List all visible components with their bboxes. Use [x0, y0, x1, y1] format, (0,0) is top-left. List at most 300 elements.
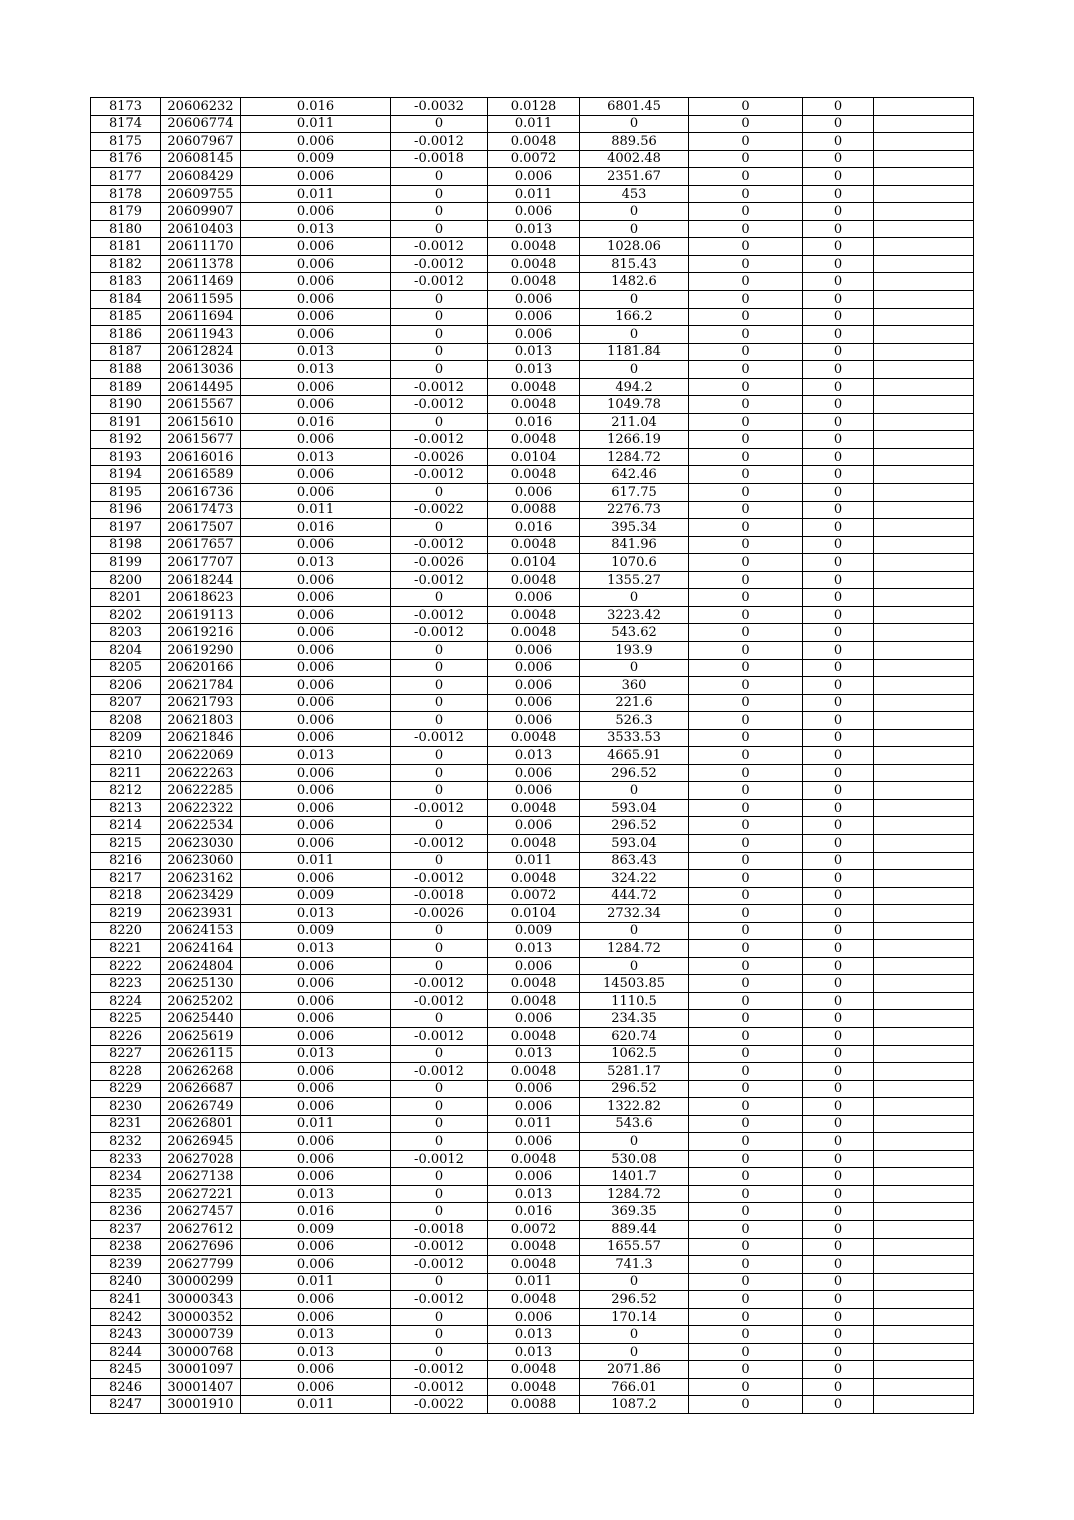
value-a-cell: 0.016 — [241, 98, 391, 116]
adjust-cell: -0.0012 — [391, 975, 488, 993]
zero-cell-2: 0 — [803, 501, 874, 519]
adjust-cell: 0 — [391, 1098, 488, 1116]
value-a-cell: 0.011 — [241, 115, 391, 133]
row-number-cell: 8193 — [91, 448, 161, 466]
zero-cell-2: 0 — [803, 255, 874, 273]
zero-cell-1: 0 — [689, 501, 803, 519]
value-b-cell: 0.0048 — [488, 238, 580, 256]
amount-cell: 360 — [580, 677, 689, 695]
adjust-cell: -0.0018 — [391, 150, 488, 168]
value-a-cell: 0.006 — [241, 1308, 391, 1326]
id-cell: 20623931 — [161, 905, 241, 923]
zero-cell-1: 0 — [689, 133, 803, 151]
amount-cell: 642.46 — [580, 466, 689, 484]
value-a-cell: 0.013 — [241, 1185, 391, 1203]
zero-cell-2: 0 — [803, 536, 874, 554]
row-number-cell: 8217 — [91, 870, 161, 888]
id-cell: 20620166 — [161, 659, 241, 677]
table-row — [91, 992, 974, 1010]
row-number-cell: 8185 — [91, 308, 161, 326]
amount-cell: 0 — [580, 1133, 689, 1151]
row-number-cell: 8192 — [91, 431, 161, 449]
id-cell: 20622322 — [161, 799, 241, 817]
id-cell: 20618623 — [161, 589, 241, 607]
row-number-cell: 8223 — [91, 975, 161, 993]
id-cell: 20623429 — [161, 887, 241, 905]
row-number-cell: 8229 — [91, 1080, 161, 1098]
empty-cell — [874, 519, 974, 537]
row-number-cell: 8219 — [91, 905, 161, 923]
row-number-cell: 8186 — [91, 326, 161, 344]
empty-cell — [874, 168, 974, 186]
id-cell: 20611595 — [161, 291, 241, 309]
zero-cell-2: 0 — [803, 1361, 874, 1379]
value-b-cell: 0.006 — [488, 957, 580, 975]
amount-cell: 1087.2 — [580, 1396, 689, 1414]
table-row — [91, 1045, 974, 1063]
adjust-cell: 0 — [391, 677, 488, 695]
zero-cell-2: 0 — [803, 764, 874, 782]
value-a-cell: 0.006 — [241, 1063, 391, 1081]
row-number-cell: 8242 — [91, 1308, 161, 1326]
value-b-cell: 0.013 — [488, 1185, 580, 1203]
amount-cell: 620.74 — [580, 1027, 689, 1045]
row-number-cell: 8181 — [91, 238, 161, 256]
empty-cell — [874, 659, 974, 677]
zero-cell-1: 0 — [689, 185, 803, 203]
row-number-cell: 8191 — [91, 413, 161, 431]
amount-cell: 889.56 — [580, 133, 689, 151]
amount-cell: 0 — [580, 326, 689, 344]
amount-cell: 296.52 — [580, 764, 689, 782]
adjust-cell: -0.0012 — [391, 238, 488, 256]
amount-cell: 815.43 — [580, 255, 689, 273]
amount-cell: 3223.42 — [580, 606, 689, 624]
value-a-cell: 0.006 — [241, 308, 391, 326]
zero-cell-1: 0 — [689, 1080, 803, 1098]
zero-cell-2: 0 — [803, 1150, 874, 1168]
adjust-cell: 0 — [391, 1010, 488, 1028]
value-a-cell: 0.013 — [241, 361, 391, 379]
adjust-cell: 0 — [391, 220, 488, 238]
value-a-cell: 0.013 — [241, 1343, 391, 1361]
table-row — [91, 1168, 974, 1186]
empty-cell — [874, 799, 974, 817]
id-cell: 20624804 — [161, 957, 241, 975]
adjust-cell: -0.0012 — [391, 378, 488, 396]
zero-cell-1: 0 — [689, 1238, 803, 1256]
zero-cell-2: 0 — [803, 1027, 874, 1045]
zero-cell-1: 0 — [689, 782, 803, 800]
zero-cell-1: 0 — [689, 799, 803, 817]
id-cell: 20621784 — [161, 677, 241, 695]
adjust-cell: 0 — [391, 940, 488, 958]
id-cell: 20621846 — [161, 729, 241, 747]
empty-cell — [874, 641, 974, 659]
row-number-cell: 8195 — [91, 484, 161, 502]
zero-cell-2: 0 — [803, 466, 874, 484]
zero-cell-1: 0 — [689, 220, 803, 238]
row-number-cell: 8235 — [91, 1185, 161, 1203]
amount-cell: 1284.72 — [580, 448, 689, 466]
table-row — [91, 940, 974, 958]
value-a-cell: 0.006 — [241, 203, 391, 221]
value-a-cell: 0.013 — [241, 554, 391, 572]
row-number-cell: 8246 — [91, 1378, 161, 1396]
value-b-cell: 0.006 — [488, 203, 580, 221]
zero-cell-2: 0 — [803, 624, 874, 642]
table-row — [91, 203, 974, 221]
row-number-cell: 8176 — [91, 150, 161, 168]
adjust-cell: 0 — [391, 361, 488, 379]
adjust-cell: 0 — [391, 1308, 488, 1326]
value-b-cell: 0.013 — [488, 1045, 580, 1063]
adjust-cell: 0 — [391, 1185, 488, 1203]
row-number-cell: 8209 — [91, 729, 161, 747]
value-b-cell: 0.0048 — [488, 133, 580, 151]
zero-cell-2: 0 — [803, 115, 874, 133]
value-a-cell: 0.006 — [241, 712, 391, 730]
amount-cell: 766.01 — [580, 1378, 689, 1396]
zero-cell-2: 0 — [803, 659, 874, 677]
table-row — [91, 1115, 974, 1133]
value-a-cell: 0.006 — [241, 1361, 391, 1379]
id-cell: 20608429 — [161, 168, 241, 186]
zero-cell-2: 0 — [803, 413, 874, 431]
id-cell: 20615610 — [161, 413, 241, 431]
zero-cell-2: 0 — [803, 273, 874, 291]
zero-cell-1: 0 — [689, 536, 803, 554]
value-a-cell: 0.013 — [241, 940, 391, 958]
zero-cell-1: 0 — [689, 1343, 803, 1361]
adjust-cell: -0.0012 — [391, 1063, 488, 1081]
amount-cell: 0 — [580, 291, 689, 309]
id-cell: 20621793 — [161, 694, 241, 712]
table-row — [91, 922, 974, 940]
row-number-cell: 8197 — [91, 519, 161, 537]
zero-cell-1: 0 — [689, 168, 803, 186]
empty-cell — [874, 1361, 974, 1379]
value-a-cell: 0.013 — [241, 448, 391, 466]
table-row — [91, 975, 974, 993]
zero-cell-1: 0 — [689, 747, 803, 765]
row-number-cell: 8175 — [91, 133, 161, 151]
amount-cell: 1049.78 — [580, 396, 689, 414]
value-a-cell: 0.009 — [241, 1221, 391, 1239]
table-row — [91, 1273, 974, 1291]
value-b-cell: 0.009 — [488, 922, 580, 940]
value-a-cell: 0.011 — [241, 852, 391, 870]
zero-cell-2: 0 — [803, 817, 874, 835]
empty-cell — [874, 624, 974, 642]
id-cell: 20615567 — [161, 396, 241, 414]
empty-cell — [874, 413, 974, 431]
row-number-cell: 8205 — [91, 659, 161, 677]
value-a-cell: 0.006 — [241, 1010, 391, 1028]
row-number-cell: 8190 — [91, 396, 161, 414]
row-number-cell: 8245 — [91, 1361, 161, 1379]
value-a-cell: 0.006 — [241, 326, 391, 344]
value-b-cell: 0.011 — [488, 1115, 580, 1133]
zero-cell-1: 0 — [689, 326, 803, 344]
table-row — [91, 606, 974, 624]
table-row — [91, 396, 974, 414]
row-number-cell: 8215 — [91, 834, 161, 852]
table-row — [91, 378, 974, 396]
amount-cell: 234.35 — [580, 1010, 689, 1028]
adjust-cell: 0 — [391, 168, 488, 186]
row-number-cell: 8178 — [91, 185, 161, 203]
empty-cell — [874, 887, 974, 905]
table-row — [91, 817, 974, 835]
value-a-cell: 0.013 — [241, 905, 391, 923]
id-cell: 30000343 — [161, 1291, 241, 1309]
zero-cell-1: 0 — [689, 1361, 803, 1379]
adjust-cell: -0.0012 — [391, 834, 488, 852]
empty-cell — [874, 817, 974, 835]
adjust-cell: -0.0012 — [391, 1361, 488, 1379]
adjust-cell: -0.0012 — [391, 255, 488, 273]
empty-cell — [874, 677, 974, 695]
id-cell: 20627221 — [161, 1185, 241, 1203]
value-a-cell: 0.006 — [241, 729, 391, 747]
zero-cell-1: 0 — [689, 571, 803, 589]
row-number-cell: 8202 — [91, 606, 161, 624]
row-number-cell: 8244 — [91, 1343, 161, 1361]
zero-cell-1: 0 — [689, 1045, 803, 1063]
value-a-cell: 0.016 — [241, 1203, 391, 1221]
value-a-cell: 0.006 — [241, 273, 391, 291]
empty-cell — [874, 536, 974, 554]
value-b-cell: 0.0128 — [488, 98, 580, 116]
value-b-cell: 0.0048 — [488, 1063, 580, 1081]
empty-cell — [874, 255, 974, 273]
row-number-cell: 8237 — [91, 1221, 161, 1239]
value-b-cell: 0.0048 — [488, 1027, 580, 1045]
adjust-cell: 0 — [391, 1115, 488, 1133]
id-cell: 20612824 — [161, 343, 241, 361]
adjust-cell: 0 — [391, 185, 488, 203]
empty-cell — [874, 1308, 974, 1326]
value-b-cell: 0.0048 — [488, 1361, 580, 1379]
row-number-cell: 8179 — [91, 203, 161, 221]
zero-cell-2: 0 — [803, 1308, 874, 1326]
zero-cell-2: 0 — [803, 1010, 874, 1028]
zero-cell-2: 0 — [803, 589, 874, 607]
zero-cell-1: 0 — [689, 922, 803, 940]
id-cell: 20622285 — [161, 782, 241, 800]
row-number-cell: 8173 — [91, 98, 161, 116]
value-b-cell: 0.006 — [488, 308, 580, 326]
value-a-cell: 0.006 — [241, 238, 391, 256]
row-number-cell: 8231 — [91, 1115, 161, 1133]
table-row — [91, 361, 974, 379]
value-a-cell: 0.006 — [241, 291, 391, 309]
zero-cell-1: 0 — [689, 343, 803, 361]
table-row — [91, 431, 974, 449]
value-b-cell: 0.0104 — [488, 905, 580, 923]
value-b-cell: 0.0048 — [488, 606, 580, 624]
zero-cell-2: 0 — [803, 694, 874, 712]
zero-cell-2: 0 — [803, 712, 874, 730]
amount-cell: 2732.34 — [580, 905, 689, 923]
adjust-cell: 0 — [391, 641, 488, 659]
zero-cell-2: 0 — [803, 343, 874, 361]
adjust-cell: 0 — [391, 922, 488, 940]
adjust-cell: 0 — [391, 1045, 488, 1063]
value-a-cell: 0.011 — [241, 1115, 391, 1133]
adjust-cell: -0.0026 — [391, 905, 488, 923]
amount-cell: 0 — [580, 1273, 689, 1291]
zero-cell-1: 0 — [689, 712, 803, 730]
amount-cell: 617.75 — [580, 484, 689, 502]
zero-cell-2: 0 — [803, 291, 874, 309]
amount-cell: 369.35 — [580, 1203, 689, 1221]
id-cell: 20622263 — [161, 764, 241, 782]
value-b-cell: 0.013 — [488, 220, 580, 238]
value-b-cell: 0.011 — [488, 185, 580, 203]
empty-cell — [874, 1045, 974, 1063]
zero-cell-2: 0 — [803, 1326, 874, 1344]
adjust-cell: 0 — [391, 694, 488, 712]
value-b-cell: 0.0048 — [488, 378, 580, 396]
table-row — [91, 1080, 974, 1098]
value-a-cell: 0.013 — [241, 1045, 391, 1063]
zero-cell-1: 0 — [689, 975, 803, 993]
amount-cell: 1284.72 — [580, 1185, 689, 1203]
value-b-cell: 0.006 — [488, 782, 580, 800]
zero-cell-1: 0 — [689, 203, 803, 221]
id-cell: 20619290 — [161, 641, 241, 659]
table-row — [91, 677, 974, 695]
empty-cell — [874, 957, 974, 975]
amount-cell: 2071.86 — [580, 1361, 689, 1379]
empty-cell — [874, 975, 974, 993]
zero-cell-1: 0 — [689, 378, 803, 396]
table-row — [91, 308, 974, 326]
empty-cell — [874, 764, 974, 782]
amount-cell: 741.3 — [580, 1256, 689, 1274]
table-row — [91, 413, 974, 431]
value-a-cell: 0.016 — [241, 413, 391, 431]
value-b-cell: 0.0104 — [488, 448, 580, 466]
adjust-cell: -0.0012 — [391, 992, 488, 1010]
adjust-cell: -0.0012 — [391, 606, 488, 624]
adjust-cell: -0.0032 — [391, 98, 488, 116]
amount-cell: 4665.91 — [580, 747, 689, 765]
id-cell: 20619113 — [161, 606, 241, 624]
value-b-cell: 0.0048 — [488, 571, 580, 589]
amount-cell: 453 — [580, 185, 689, 203]
zero-cell-1: 0 — [689, 466, 803, 484]
zero-cell-1: 0 — [689, 1063, 803, 1081]
row-number-cell: 8243 — [91, 1326, 161, 1344]
amount-cell: 863.43 — [580, 852, 689, 870]
value-b-cell: 0.016 — [488, 413, 580, 431]
value-b-cell: 0.0048 — [488, 1291, 580, 1309]
adjust-cell: 0 — [391, 326, 488, 344]
value-a-cell: 0.006 — [241, 1238, 391, 1256]
empty-cell — [874, 1115, 974, 1133]
adjust-cell: -0.0012 — [391, 536, 488, 554]
row-number-cell: 8206 — [91, 677, 161, 695]
adjust-cell: -0.0012 — [391, 1238, 488, 1256]
zero-cell-2: 0 — [803, 396, 874, 414]
adjust-cell: -0.0012 — [391, 1027, 488, 1045]
value-b-cell: 0.0048 — [488, 1150, 580, 1168]
table-row — [91, 133, 974, 151]
zero-cell-1: 0 — [689, 1273, 803, 1291]
value-b-cell: 0.0048 — [488, 536, 580, 554]
value-b-cell: 0.013 — [488, 940, 580, 958]
value-b-cell: 0.013 — [488, 1326, 580, 1344]
zero-cell-1: 0 — [689, 1098, 803, 1116]
id-cell: 20617473 — [161, 501, 241, 519]
id-cell: 20625619 — [161, 1027, 241, 1045]
zero-cell-2: 0 — [803, 1343, 874, 1361]
amount-cell: 296.52 — [580, 1080, 689, 1098]
zero-cell-2: 0 — [803, 922, 874, 940]
value-b-cell: 0.006 — [488, 1080, 580, 1098]
value-b-cell: 0.0048 — [488, 975, 580, 993]
table-row — [91, 571, 974, 589]
zero-cell-1: 0 — [689, 1133, 803, 1151]
row-number-cell: 8230 — [91, 1098, 161, 1116]
empty-cell — [874, 571, 974, 589]
id-cell: 20622534 — [161, 817, 241, 835]
amount-cell: 0 — [580, 957, 689, 975]
table-row — [91, 641, 974, 659]
id-cell: 30000352 — [161, 1308, 241, 1326]
zero-cell-2: 0 — [803, 641, 874, 659]
zero-cell-2: 0 — [803, 1185, 874, 1203]
zero-cell-2: 0 — [803, 326, 874, 344]
value-a-cell: 0.006 — [241, 536, 391, 554]
table-row — [91, 326, 974, 344]
amount-cell: 0 — [580, 220, 689, 238]
empty-cell — [874, 1291, 974, 1309]
value-a-cell: 0.006 — [241, 1133, 391, 1151]
adjust-cell: 0 — [391, 413, 488, 431]
value-a-cell: 0.009 — [241, 150, 391, 168]
zero-cell-2: 0 — [803, 1045, 874, 1063]
amount-cell: 1266.19 — [580, 431, 689, 449]
adjust-cell: -0.0026 — [391, 554, 488, 572]
amount-cell: 0 — [580, 922, 689, 940]
value-b-cell: 0.006 — [488, 641, 580, 659]
zero-cell-1: 0 — [689, 519, 803, 537]
id-cell: 20616736 — [161, 484, 241, 502]
empty-cell — [874, 940, 974, 958]
amount-cell: 14503.85 — [580, 975, 689, 993]
table-row — [91, 220, 974, 238]
zero-cell-1: 0 — [689, 957, 803, 975]
value-b-cell: 0.006 — [488, 1098, 580, 1116]
zero-cell-1: 0 — [689, 729, 803, 747]
value-a-cell: 0.013 — [241, 1326, 391, 1344]
adjust-cell: -0.0012 — [391, 799, 488, 817]
amount-cell: 593.04 — [580, 834, 689, 852]
zero-cell-2: 0 — [803, 133, 874, 151]
zero-cell-1: 0 — [689, 659, 803, 677]
zero-cell-2: 0 — [803, 940, 874, 958]
value-b-cell: 0.011 — [488, 852, 580, 870]
value-a-cell: 0.006 — [241, 1291, 391, 1309]
id-cell: 30000768 — [161, 1343, 241, 1361]
adjust-cell: -0.0012 — [391, 1256, 488, 1274]
value-a-cell: 0.006 — [241, 1080, 391, 1098]
empty-cell — [874, 747, 974, 765]
